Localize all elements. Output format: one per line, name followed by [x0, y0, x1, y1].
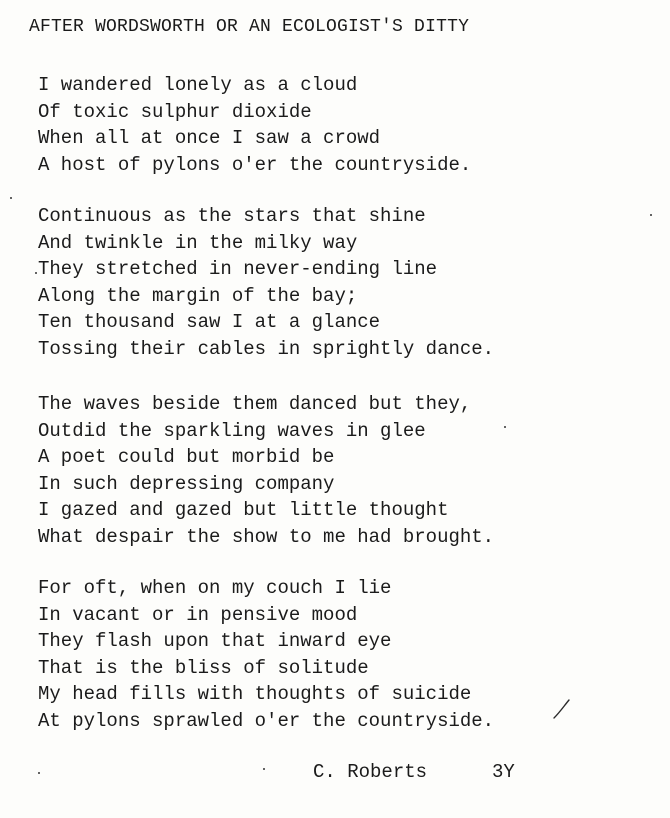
paper-speck	[38, 772, 40, 774]
poem-line: Outdid the sparkling waves in glee	[38, 419, 426, 442]
poem-line: Continuous as the stars that shine	[38, 205, 426, 227]
poem-line: And twinkle in the milky way	[38, 231, 358, 254]
poem-line: I wandered lonely as a cloud	[38, 74, 358, 96]
stanza-3	[38, 391, 494, 551]
stanza-1	[38, 72, 471, 178]
poem-line: When all at once I saw a crowd	[38, 127, 381, 150]
poem-line: A poet could but morbid be	[38, 446, 335, 469]
poem-line: For oft, when on my couch I lie	[38, 577, 392, 599]
poem-line: They flash upon that inward eye	[38, 630, 392, 653]
poem-line: A host of pylons o'er the countryside.	[38, 153, 472, 176]
poem-line: That is the bliss of solitude	[38, 656, 369, 679]
paper-speck	[35, 272, 37, 274]
poem-title: AFTER WORDSWORTH OR AN ECOLOGIST'S DITTY	[29, 17, 470, 37]
poem-line: In such depressing company	[38, 472, 335, 495]
poem-line: I gazed and gazed but little thought	[38, 499, 449, 522]
poem-line: In vacant or in pensive mood	[38, 603, 358, 626]
poem-line: At pylons sprawled o'er the countryside.	[38, 709, 495, 732]
poem-line: What despair the show to me had brought.	[38, 525, 495, 548]
paper-speck	[504, 426, 506, 428]
paper-speck	[263, 768, 265, 770]
poem-line: Of toxic sulphur dioxide	[38, 100, 312, 123]
poem-line: They stretched in never-ending line	[38, 258, 438, 281]
stanza-4	[38, 575, 494, 735]
stanza-2	[38, 203, 494, 363]
paper-speck	[650, 214, 652, 216]
poem-line: The waves beside them danced but they,	[38, 393, 472, 415]
paper-speck	[10, 197, 12, 199]
author-form: 3Y	[492, 761, 515, 783]
poem-line: Tossing their cables in sprightly dance.	[38, 337, 495, 360]
poem-line: Ten thousand saw I at a glance	[38, 311, 381, 334]
poem-line: My head fills with thoughts of suicide	[38, 683, 472, 706]
poem-line: Along the margin of the bay;	[38, 284, 358, 307]
author-signature: C. Roberts	[313, 761, 428, 783]
pen-tick-mark	[552, 698, 572, 720]
